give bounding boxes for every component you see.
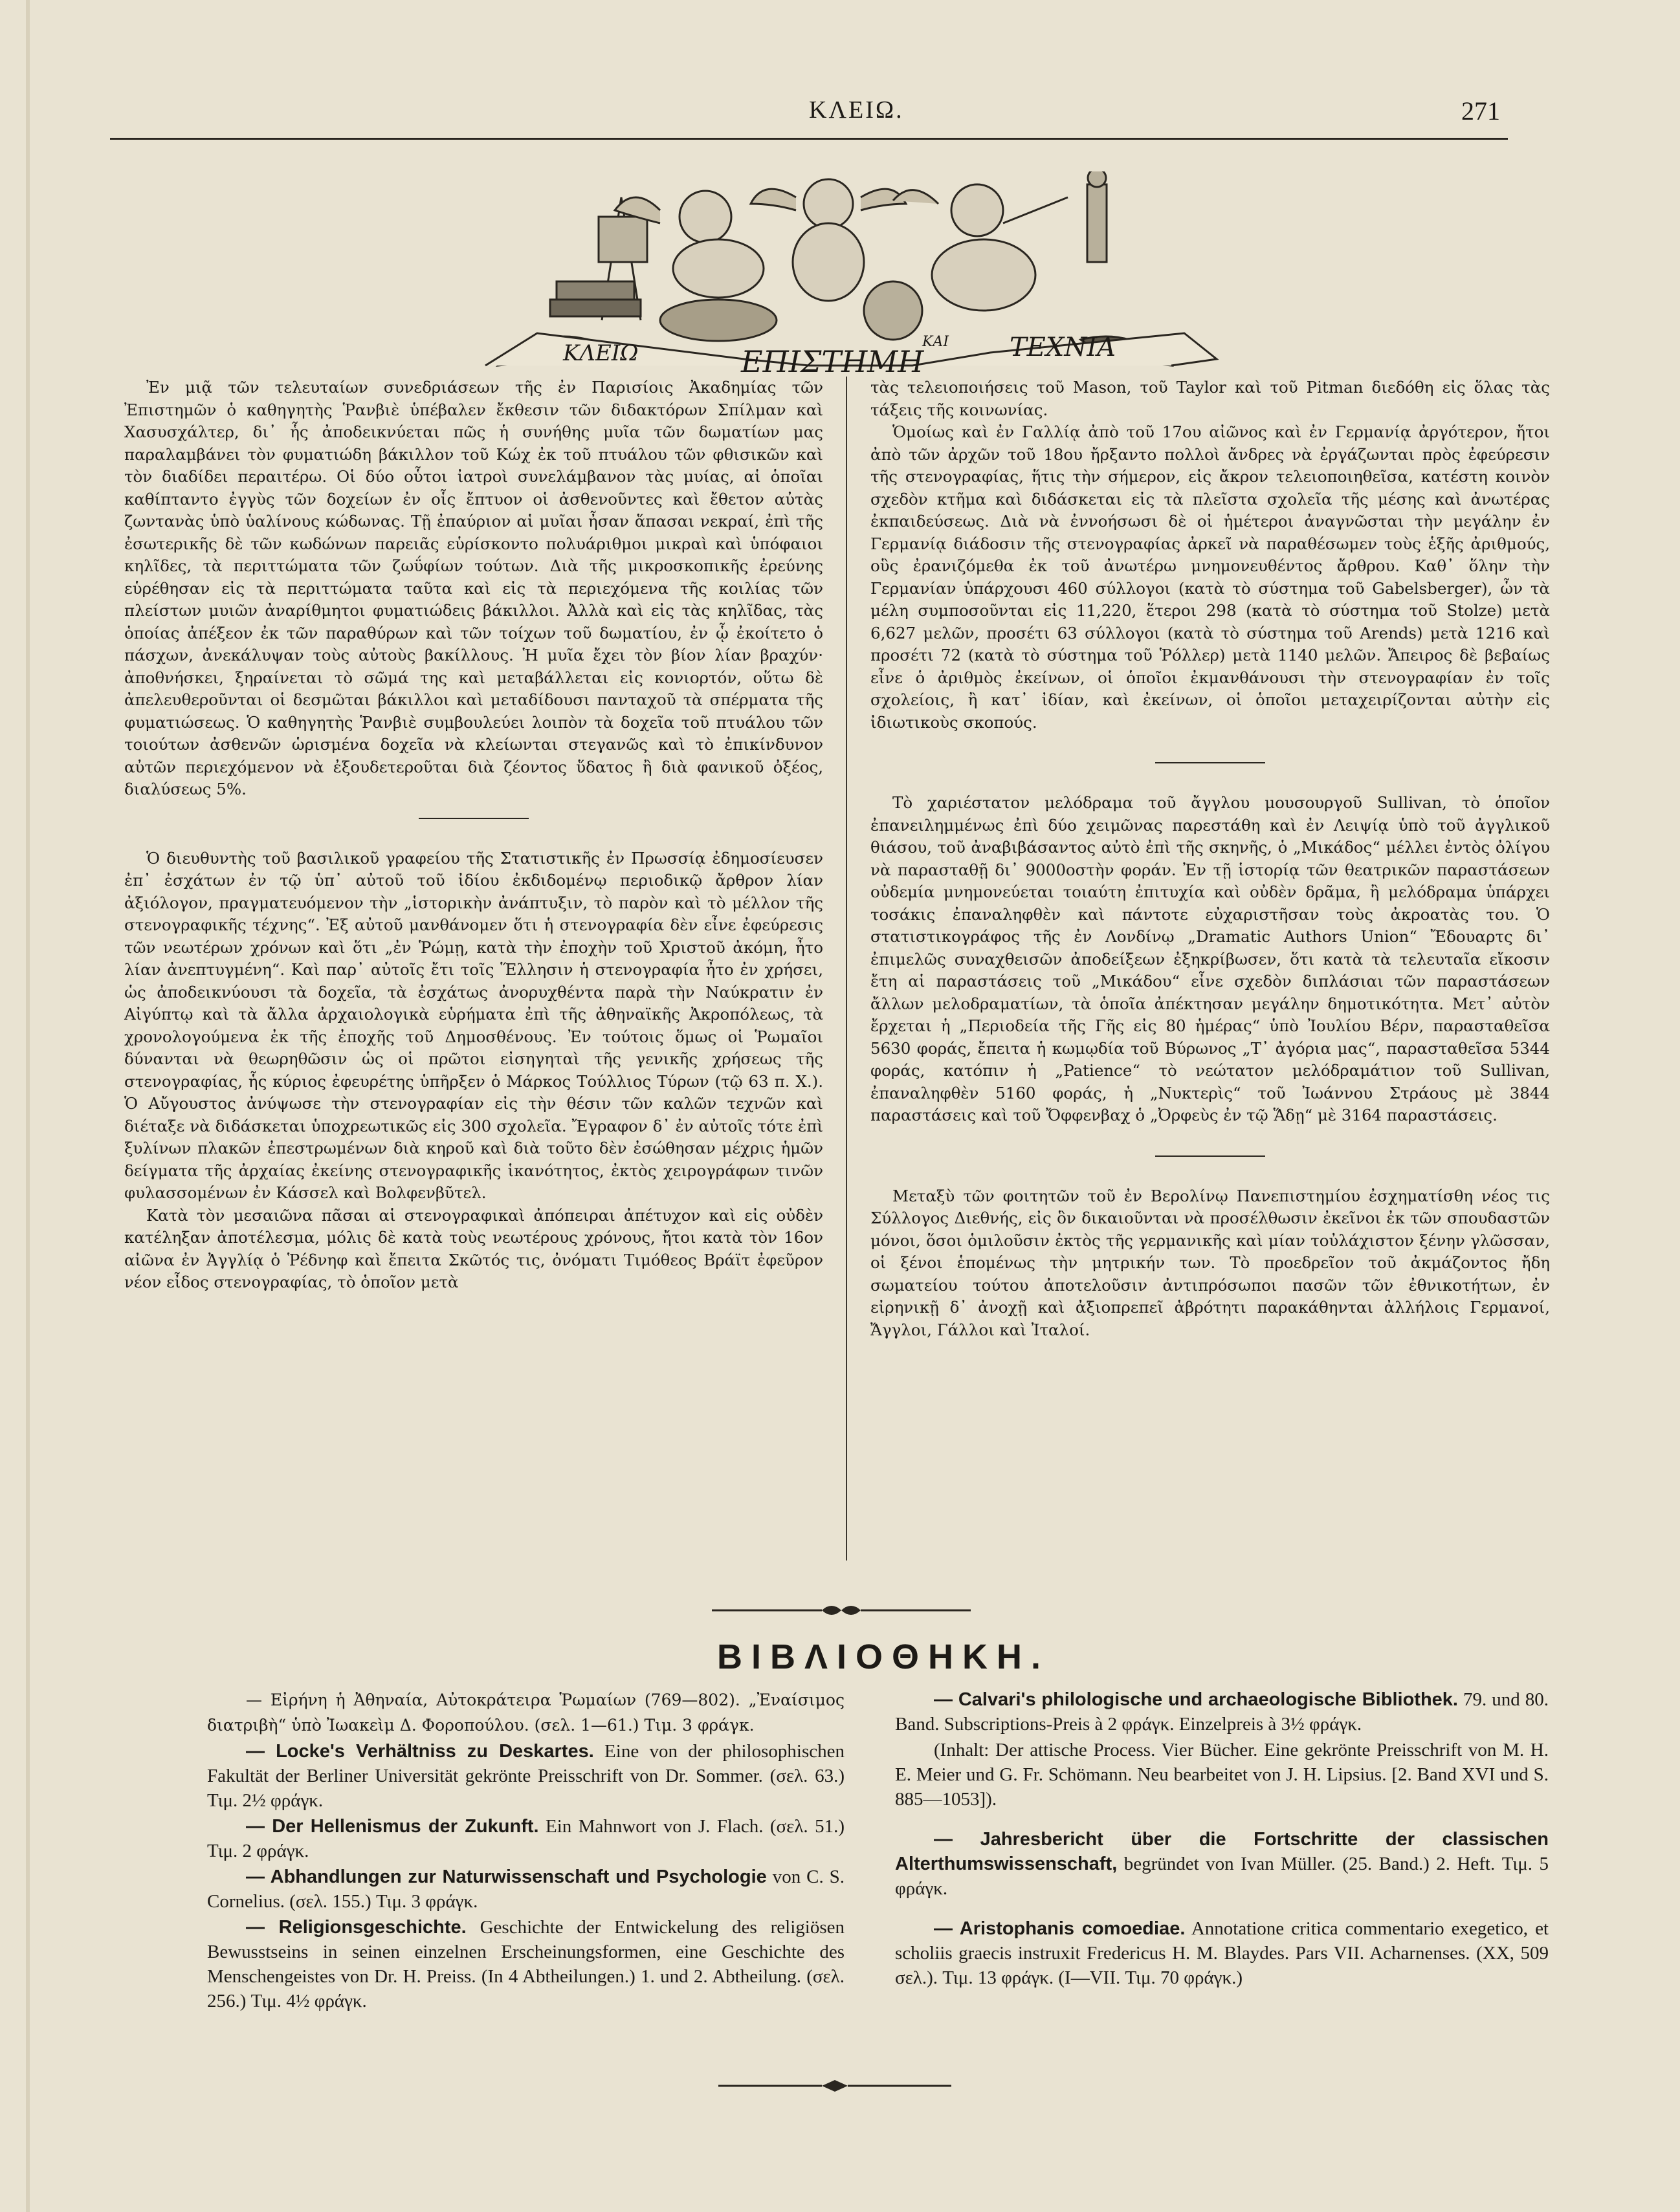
article-flies-tuberculosis: Ἐν μιᾷ τῶν τελευταίων συνεδριάσεων τῆς ἐν Παρισίοις Ἀκαδημίας τῶν Ἐπιστημῶν ὁ καθηγητὴς Ῥανβιὲ ὑπέβαλεν ἔκθεσιν τῶν διδακτόρων Σπίλμαν καὶ Χασυσχάλτερ, δι᾽ ἧς ἀποδεικνύεται πῶς ἡ συνήθης μυῖα τῶν δωματίων μας παραλαμβάνει τὸν φυματιώδη βάκιλλον τοῦ Κώχ ἐκ τοῦ πτυάλου τῶν φθισικῶν καὶ τὸν διαδίδει περαιτέρω. Οἱ δύο οὗτοι ἰατροὶ συνελάμβανον τὰς μυίας, αἱ ὁποῖαι καθίπταντο ἐγγὺς τῶν δοχείων ἐν οἷς ἔπτυον οἱ ἀσθενοῦντες καὶ ἔθετον αὐτὰς ζωντανὰς ὑπὸ ὑαλίνους κώδωνας. Τῇ ἐπαύριον αἱ μυῖαι ἦσαν ἅπασαι νεκραί, ἐπὶ τῆς ἐσωτερικῆς δὲ τῶν κωδώνων παρειᾶς εὑρίσκοντο πολυάριθμοι μικραὶ καὶ ὑπόφαιοι κηλῖδες, τὰ περιττώματα τῶν ζωΰφίων τούτων. Διὰ τῆς μικροσκοπικῆς ἐρεύνης εὑρέθησαν εἰς τὰ περιττώματα ταῦτα καὶ εἰς τὰ περιεχόμενα τῆς κοιλίας τῶν πλείστων μυιῶν ἀναρίθμητοι φυματιώδεις βάκιλλοι. Ἀλλὰ καὶ εἰς τὰς κηλῖδας, τὰς ὁποίας ἀπέξεον ἐκ τῶν παραθύρων καὶ τῶν τοίχων τοῦ δωματίου, ἐν ᾧ ἐκοίτετο ὁ πάσχων, ἀνεκάλυψαν τοὺς αὐτοὺς βακίλλους. Ἡ μυῖα ἔχει τὸν βίον λίαν βραχύν· ἀποθνήσκει, ξηραίνεται τὸ σῶμά της καὶ μεταβάλλεται εἰς κονιορτόν, οὕτω δὲ ἀπελευθεροῦνται οἱ δεσμῶται βάκιλλοι καὶ μεταδίδουσι πανταχοῦ τὰ σπέρματα τῆς φυματιώσεως. Ὁ καθηγητὴς Ῥανβιὲ συμβουλεύει λοιπὸν τὰ δοχεῖα τοῦ πτυάλου τῶν τοιούτων ἀσθενῶν ὡρισμένα δοχεῖα νὰ κλείωνται στεγανῶς καὶ τὸ ἐπικίνδυνον αὐτῶν περιεχόμενον νὰ ἐξουδετεροῦται διὰ ζέοντος ὕδατος ἢ διὰ φανικοῦ ὀξέος, διαλύσεως 5%. [124, 378, 823, 798]
left-column [124, 377, 823, 1294]
section-rule [1155, 762, 1265, 763]
column-divider [846, 377, 847, 1560]
ornament-divider [712, 1601, 971, 1620]
article-stenography-cont: τὰς τελειοποιήσεις τοῦ Mason, τοῦ Taylor καὶ τοῦ Pitman διεδόθη εἰς ὅλας τὰς τάξεις τῆς κοινωνίας. [870, 378, 1550, 419]
section-rule [1155, 1155, 1265, 1157]
book-entry: — Εἰρήνη ἡ Ἀθηναία, Αὐτοκράτειρα Ῥωμαίων (769—802). „Ἐναίσιμος διατριβὴ“ ὑπὸ Ἰωακεὶμ Δ. Φοροπούλου. (σελ. 1—61.) Τιμ. 3 φράγκ. [207, 1691, 845, 1735]
book-entry: — Abhandlungen zur Naturwissenschaft und Psychologie von C. S. Cornelius. (σελ. 155.) Τιμ. 3 φράγκ. [207, 1867, 845, 1912]
right-column [870, 377, 1550, 1341]
book-entry: — Calvari's philologische und archaeologische Bibliothek. 79. und 80. Band. Subscriptions-Preis à 2 φράγκ. Einzelpreis à 3½ φράγκ. [895, 1689, 1549, 1735]
book-entry: — Der Hellenismus der Zukunft. Ein Mahnwort von J. Flach. (σελ. 51.) Τιμ. 2 φράγκ. [207, 1816, 845, 1861]
article-berlin-society: Μεταξὺ τῶν φοιτητῶν τοῦ ἐν Βερολίνῳ Πανεπιστημίου ἐσχηματίσθη νέος τις Σύλλογος Διεθνής, εἰς ὃν δικαιοῦνται νὰ προσέλθωσιν ἐκεῖνοι ἐκ τῶν σπουδαστῶν μόνοι, ὅσοι ὁμιλοῦσιν ἐκτὸς τῆς γερμανικῆς καὶ μίαν τοὐλάχιστον ξένην γλῶσσαν, οἱ ξένοι ἑπομένως τὴν μητρικήν των. Τὸ προεδρεῖον τοῦ ἀκμάζοντος ἤδη σωματείου τούτου ἀποτελοῦσιν ἀντιπρόσωποι πασῶν τῶν ἐθνικοτήτων, ἐν εἰρηνικῇ δ᾽ ἀνοχῇ καὶ ἀξιοπρεπεῖ ἁβρότητι παρακάθηνται ἀλλήλοις Γερμανοί, Ἄγγλοι, Γάλλοι καὶ Ἰταλοί. [870, 1186, 1550, 1339]
book-entry: — Locke's Verhältniss zu Deskartes. Eine von der philosophischen Fakultät der Berliner Universität gekrönte Preisschrift von Dr. Sommer. (σελ. 63.) Τιμ. 2½ φράγκ. [207, 1741, 845, 1811]
ribbon-center-text: ΕΠΙΣΤΗΜΗ [741, 344, 924, 378]
book-entry-contents: (Inhalt: Der attische Process. Vier Bücher. Eine gekrönte Preisschrift von M. H. E. Meier und G. Fr. Schömann. Neu bearbeitet von J. H. Lipsius. [2. Band XVI und S. 885—1053]). [895, 1740, 1549, 1810]
book-entry: — Jahresbericht über die Fortschritte der classischen Alterthumswissenschaft, begründet von Ivan Müller. (25. Band.) 2. Heft. Τιμ. 5 φράγκ. [895, 1829, 1549, 1899]
cherub-vignette [447, 171, 1223, 378]
page-number: 271 [1461, 96, 1500, 126]
book-entry: — Aristophanis comoediae. Annotatione critica commentario exegetico, et scholiis graecis instruxit Fredericus H. M. Blaydes. Pars VII. Acharnenses. (XX, 509 σελ.). Τιμ. 13 φράγκ. (I—VII. Τιμ. 70 φράγκ.) [895, 1918, 1549, 1988]
library-left-column [207, 1687, 845, 2015]
bottom-ornament [718, 2078, 951, 2094]
library-right-column [895, 1687, 1549, 1991]
article-mikado: Τὸ χαριέστατον μελόδραμα τοῦ ἄγγλου μουσουργοῦ Sullivan, τὸ ὁποῖον ἐπανειλημμένως ἐπὶ δύο χειμῶνας παρεστάθη καὶ ἐν Λειψίᾳ ὑπὸ τοῦ ἀγγλικοῦ θιάσου, τοῦ ἀναβιβάσαντος αὐτὸ ἐπὶ τῆς σκηνῆς, ὁ „Μικάδος“ μέλλει ἐντὸς ὀλίγου νὰ παρασταθῇ δι᾽ 9000οστὴν φοράν. Ἐν τῇ ἱστορίᾳ τῶν θεατρικῶν παραστάσεων οὐδεμία μνημονεύεται τοιαύτη ἐπιτυχία καὶ οὐδὲν δρᾶμα, ἢ μελόδραμα ὑπάρχει τοσάκις ἐπαναληφθὲν καὶ πάντοτε εὐχαριστῆσαν τοὺς ἀκροατὰς του. Ὁ στατιστικογράφος τῆς ἐν Λονδίνῳ „Dramatic Authors Union“ Ἔδουαρτς δι᾽ ἐπιμελῶς συναχθεισῶν ἀποδείξεων ἐξηκρίβωσεν, ὅτι κατὰ τὰ τελευταῖα εἴκοσιν ἔτη αἱ παραστάσεις τοῦ „Μικάδου“ εἶνε σχεδὸν διπλάσιαι τῶν παραστάσεων ἄλλων μελοδραματίων, τὰ ὁποῖα ἀπέκτησαν μεγάλην δημοτικότητα. Μετ᾽ αὐτὸν ἔρχεται ἡ „Περιοδεία τῆς Γῆς εἰς 80 ἡμέρας“ ὑπὸ Ἰουλίου Βέρν, παρασταθεῖσα 5630 φοράς, ἔπειτα ἡ κωμῳδία τοῦ Βύρωνος „Τ᾽ ἀγόρια μας“, παρασταθεῖσα 5344 φοράς, κατόπιν ἡ „Patience“ τὸ νεώτατον μελόδραμάτιον τοῦ Sullivan, ἐπαναληφθὲν 5160 φοράς, ἡ „Νυκτερὶς“ τοῦ Ἰωάννου Στράους μὲ 3844 παραστάσεις καὶ τοῦ Ὄφφενβαχ ὁ „Ὀρφεὺς ἐν τῷ Ἅδῃ“ μὲ 3164 παραστάσεις. [870, 793, 1550, 1124]
article-stenography-history: Ὁ διευθυντὴς τοῦ βασιλικοῦ γραφείου τῆς Στατιστικῆς ἐν Πρωσσίᾳ ἐδημοσίευσεν ἐπ᾽ ἐσχάτων ἐν τῷ ὑπ᾽ αὐτοῦ τοῦ ἰδίου ἐκδιδομένῳ περιοδικῷ ἄρθρον λίαν ἀξιόλογον, πραγματευόμενον τὴν „ἱστορικὴν ἀνάπτυξιν, τὸ παρὸν καὶ τὸ μέλλον τῆς στενογραφικῆς τέχνης“. Ἐξ αὐτοῦ μανθάνομεν ὅτι ἡ στενογραφία δὲν εἶνε ἐφεύρεσις τῶν νεωτέρων χρόνων καὶ ὅτι „ἐν Ῥώμῃ, κατὰ τὴν ἐποχὴν τοῦ Χριστοῦ ἀκόμη, ἦτο λίαν ἀνεπτυγμένη“. Καὶ παρ᾽ αὐτοῖς ἔτι τοῖς Ἕλλησιν ἡ στενογραφία ἦτο ἐν χρήσει, ὡς ἀποδεικνύουσι τὰ δοχεῖα, τὰ ἐσχάτως ἀνορυχθέντα παρὰ τὴν Ναύκρατιν ἐν Αἰγύπτῳ καὶ τὰ ἄλλα ἀρχαιολογικὰ εὑρήματα ἐπὶ τῆς ἀθηναϊκῆς Ἀκροπόλεως, τὰ χρονολογούμενα ἐκ τῆς ἐποχῆς τοῦ Δημοσθένους. Ἐν τούτοις ὅμως οἱ Ῥωμαῖοι δύνανται νὰ θεωρηθῶσιν ὡς οἱ πρῶτοι εἰσηγηταὶ τῆς γενικῆς χρήσεως τῆς στενογραφίας, ἧς κύριος ἐφευρέτης ὑπῆρξεν ὁ Μάρκος Τούλλιος Τύρων (τῷ 63 π. Χ.). Ὁ Αὔγουστος ἀνύψωσε τὴν στενογραφίαν εἰς τὴν θέσιν τῶν καλῶν τεχνῶν καὶ διέταξε νὰ διδάσκεται ὑποχρεωτικῶς εἰς 300 σχολεῖα. Ἔγραφον δ᾽ ἐν αὐτοῖς τότε ἐπὶ ξυλίνων πλακῶν ἐπεστρωμένων διὰ κηροῦ καὶ διὰ τοῦτο δὲν ἐσώθησαν μέχρις ἡμῶν δείγματα τῆς ἀρχαίας ἐκείνης στενογραφικῆς ἱκανότητος, ἐκτὸς χειρογράφων τινῶν φυλασσομένων ἐν Κάσσελ καὶ Βολφενβῦτελ. [124, 848, 823, 1202]
page-edge [26, 0, 30, 2212]
running-title: ΚΛΕΙΩ. [809, 96, 904, 124]
header-rule [110, 138, 1508, 140]
article-stenography-germany: Ὁμοίως καὶ ἐν Γαλλίᾳ ἀπὸ τοῦ 17ου αἰῶνος καὶ ἐν Γερμανίᾳ ἀργότερον, ἤτοι ἀπὸ τῶν ἀρχῶν τοῦ 18ου ἤρξαντο πολλοὶ ἄνδρες νὰ ἐργάζωνται πρὸς ἐφεύρεσιν τῆς στενογραφίας, ἥτις τὴν σήμερον, εἰς ἄκρον τελειοποιηθεῖσα, κατέστη κοινὸν σχεδὸν κτῆμα καὶ διδάσκεται εἰς τὰ πλεῖστα σχολεῖα τῆς μέσης καὶ ἀνωτέρας ἐκπαιδεύσεως. Διὰ νὰ ἐννοήσωσι δὲ οἱ ἡμέτεροι ἀναγνῶσται τὴν μεγάλην ἐν Γερμανίᾳ διάδοσιν τῆς στενογραφίας ἀρκεῖ νὰ παραθέσωμεν τοὺς ἑξῆς ἀριθμούς, οὓς ἐρανιζόμεθα ἐκ τοῦ ἀνωτέρω μνημονευθέντος ἄρθρου. Καθ᾽ ὅλην τὴν Γερμανίαν ὑπάρχουσι 460 σύλλογοι (κατὰ τὸ σύστημα τοῦ Gabelsberger), ὧν τὰ μέλη συμποσοῦνται εἰς 11,220, ἕτεροι 298 (κατὰ τὸ σύστημα τοῦ Stolze) μετὰ 6,627 μελῶν, προσέτι 63 σύλλογοι (κατὰ τὸ σύστημα τοῦ Arends) μετὰ 1216 καὶ προσέτι 72 (κατὰ τὸ σύστημα τοῦ Ῥόλλερ) μετὰ 1140 μελῶν. Ἄπειρος δὲ βεβαίως εἶνε ὁ ἀριθμὸς ἐκείνων, οἱ ὁποῖοι ἐκμανθάνουσι τὴν στενογραφίαν ἐν τοῖς σχολείοις, ἢ κατ᾽ ἰδίαν, καὶ ἐκείνων, οἱ ὁποῖοι μεταχειρίζονται αὐτὴν εἰς ἰδιωτικοὺς σκοπούς. [870, 422, 1550, 732]
ribbon-small-text: ΚΑΙ [922, 334, 949, 350]
article-stenography-medieval: Κατὰ τὸν μεσαιῶνα πᾶσαι αἱ στενογραφικαὶ ἀπόπειραι ἀπέτυχον καὶ εἰς οὐδὲν κατέληξαν ἀποτέλεσμα, μόλις δὲ κατὰ τοὺς νεωτέρους χρόνους, ἤτοι κατὰ τὸν 16ον αἰῶνα ἐν Ἀγγλίᾳ ὁ Ῥέδνηφ καὶ ἔπειτα Σκῶτός τις, ὀνόματι Τιμόθεος Βράϊτ ἐφεῦρον νέον εἶδος στενογραφίας, τὸ ὁποῖον μετὰ [124, 1205, 823, 1291]
ribbon-left-text: ΚΛΕΙΩ [563, 340, 639, 366]
section-rule [419, 818, 529, 819]
book-entry: — Religionsgeschichte. Geschichte der Entwickelung des religiösen Bewusstseins in seinen einzelnen Erscheinungsformen, eine Geschichte des Menschengeistes von Dr. H. Preiss. (In 4 Abtheilungen.) 1. und 2. Abtheilung. (σελ. 256.) Τιμ. 4½ φράγκ. [207, 1917, 845, 2011]
ribbon-right-text: ΤΕΧΝΙΑ [1010, 333, 1116, 362]
library-heading: ΒΙΒΛΙΟΘΗΚΗ. [717, 1637, 1050, 1676]
